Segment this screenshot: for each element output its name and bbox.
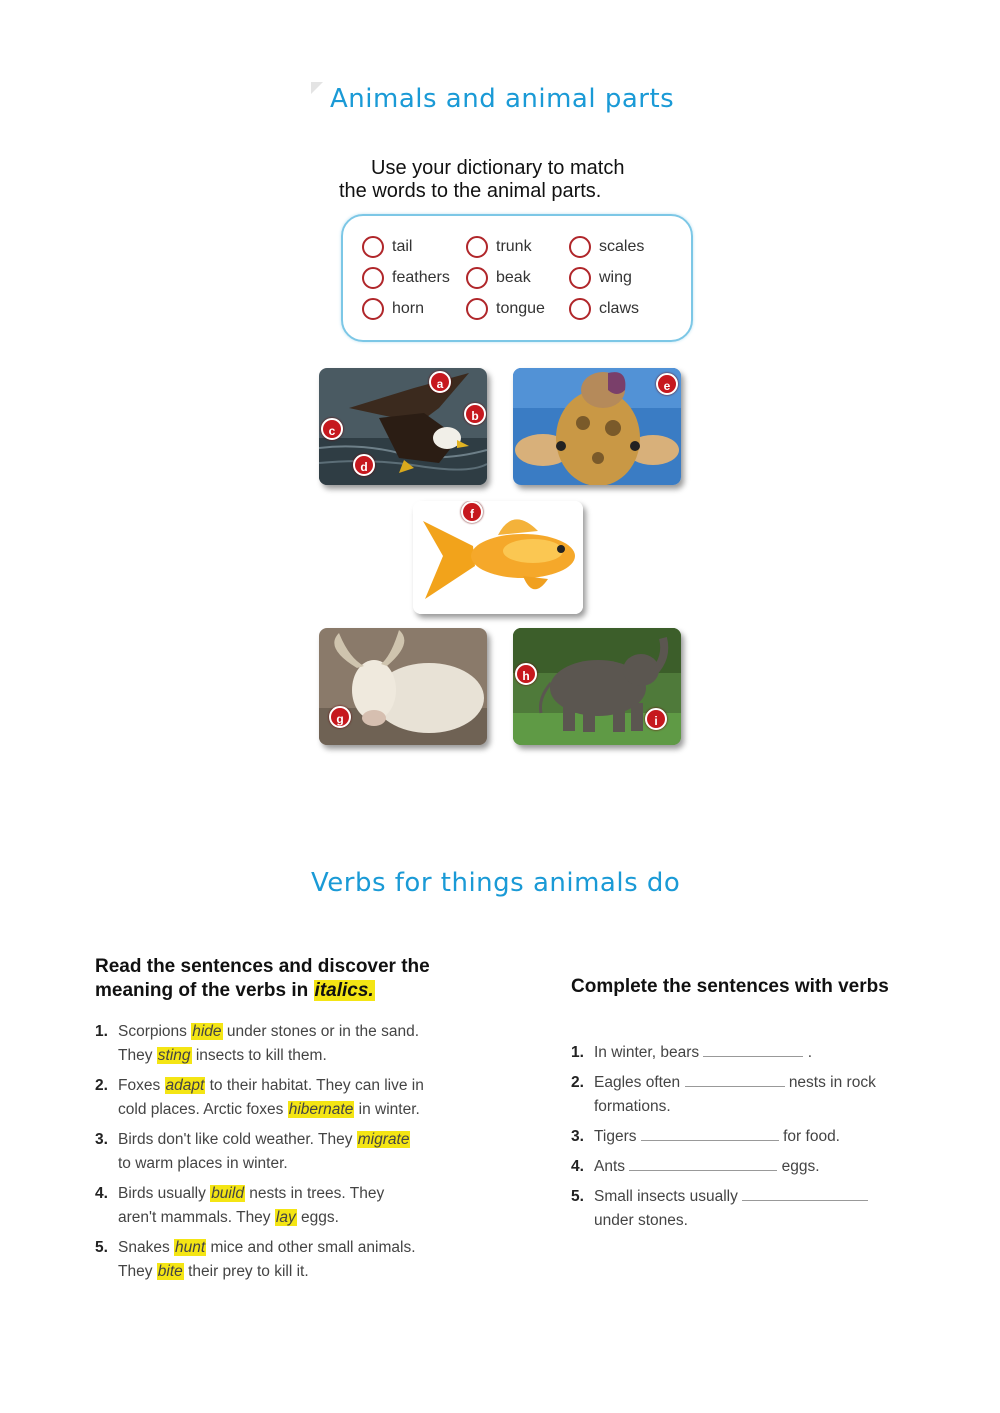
section2-title: Verbs for things animals do <box>311 868 681 898</box>
text: Birds don't like cold weather. They <box>118 1131 357 1148</box>
answer-blank[interactable] <box>641 1126 779 1141</box>
text: Small insects usually <box>594 1188 738 1205</box>
verb-highlight: adapt <box>165 1077 205 1094</box>
radio-circle[interactable] <box>362 267 384 289</box>
item-number: 4. <box>571 1158 584 1175</box>
radio-circle[interactable] <box>569 298 591 320</box>
word-label: scales <box>599 238 645 255</box>
text: Eagles often <box>594 1074 681 1091</box>
word-option-beak[interactable] <box>466 267 531 289</box>
label-pin-c: c <box>321 418 343 440</box>
giraffe-photo <box>513 368 681 485</box>
right-heading: Complete the sentences with verbs <box>571 976 889 997</box>
instruction-line-1: Use your dictionary to match <box>371 157 625 179</box>
list-item <box>95 1020 475 1068</box>
verb-highlight: hunt <box>175 1239 206 1256</box>
item-number: 3. <box>95 1131 108 1148</box>
text: Tigers <box>594 1128 637 1145</box>
word-label: wing <box>599 269 632 286</box>
radio-circle[interactable] <box>569 267 591 289</box>
word-option-tail[interactable] <box>362 236 412 258</box>
verb-highlight: build <box>211 1185 244 1202</box>
item-number: 2. <box>571 1074 584 1091</box>
word-label: claws <box>599 300 640 317</box>
radio-circle[interactable] <box>362 298 384 320</box>
item-number: 5. <box>571 1188 584 1205</box>
left-sentence-list <box>95 1020 475 1290</box>
text: cold places. Arctic foxes <box>118 1101 288 1118</box>
text: They <box>118 1263 157 1280</box>
left-heading-line-2 <box>95 979 430 1003</box>
radio-circle[interactable] <box>569 236 591 258</box>
text: nests in rock <box>788 1074 876 1091</box>
text: eggs. <box>296 1209 339 1226</box>
radio-circle[interactable] <box>466 298 488 320</box>
text: nests in trees. They <box>244 1185 385 1202</box>
fill-item <box>571 1125 901 1149</box>
label-pin-a: a <box>429 371 451 393</box>
text: They <box>118 1047 157 1064</box>
label-pin-i: i <box>645 708 667 730</box>
answer-blank[interactable] <box>703 1042 803 1057</box>
verb-highlight: sting <box>157 1047 191 1064</box>
text: to warm places in winter. <box>118 1155 288 1172</box>
item-number: 4. <box>95 1185 108 1202</box>
italics-highlight: italics. <box>314 980 374 1001</box>
text: their prey to kill it. <box>183 1263 309 1280</box>
title-corner-mark <box>311 82 323 94</box>
radio-circle[interactable] <box>466 267 488 289</box>
item-number: 2. <box>95 1077 108 1094</box>
verb-highlight: hibernate <box>288 1101 354 1118</box>
list-item <box>95 1182 475 1230</box>
fill-item <box>571 1041 901 1065</box>
answer-blank[interactable] <box>685 1072 785 1087</box>
answer-blank[interactable] <box>629 1156 777 1171</box>
text: in winter. <box>354 1101 420 1118</box>
text: aren't mammals. They <box>118 1209 275 1226</box>
text: to their habitat. They can live in <box>205 1077 424 1094</box>
label-pin-f: f <box>461 501 483 523</box>
right-sentence-list <box>571 1041 901 1239</box>
text: Snakes <box>118 1239 175 1256</box>
text: Birds usually <box>118 1185 211 1202</box>
word-option-feathers[interactable] <box>362 267 450 289</box>
verb-highlight: lay <box>275 1209 296 1226</box>
text: insects to kill them. <box>191 1047 327 1064</box>
fill-item <box>571 1071 901 1119</box>
list-item <box>95 1128 475 1176</box>
text: . <box>807 1044 813 1061</box>
elephant-photo <box>513 628 681 745</box>
section1-title: Animals and animal parts <box>330 84 675 114</box>
word-label: feathers <box>392 269 450 286</box>
label-pin-h: h <box>515 663 537 685</box>
text: under stones. <box>594 1212 688 1229</box>
label-pin-g: g <box>329 706 351 728</box>
word-option-tongue[interactable] <box>466 298 545 320</box>
ox-photo <box>319 628 487 745</box>
text: for food. <box>783 1128 840 1145</box>
word-label: tail <box>392 238 413 255</box>
label-pin-b: b <box>464 403 486 425</box>
answer-blank[interactable] <box>742 1186 868 1201</box>
word-option-claws[interactable] <box>569 298 639 320</box>
left-heading-text: meaning of the verbs in <box>95 980 309 1001</box>
word-option-horn[interactable] <box>362 298 424 320</box>
left-heading <box>95 955 430 1003</box>
fill-item <box>571 1185 901 1233</box>
text: Scorpions <box>118 1023 192 1040</box>
left-heading-line-1: Read the sentences and discover the <box>95 956 430 977</box>
list-item <box>95 1236 475 1284</box>
word-label: beak <box>496 269 531 286</box>
list-item <box>95 1074 475 1122</box>
fill-item <box>571 1155 901 1179</box>
item-number: 1. <box>95 1023 108 1040</box>
text: eggs. <box>781 1158 820 1175</box>
word-option-scales[interactable] <box>569 236 644 258</box>
item-number: 1. <box>571 1044 584 1061</box>
word-option-trunk[interactable] <box>466 236 532 258</box>
text: Ants <box>594 1158 626 1175</box>
item-number: 3. <box>571 1128 584 1145</box>
word-option-wing[interactable] <box>569 267 632 289</box>
eagle-photo <box>319 368 487 485</box>
word-label: tongue <box>496 300 545 317</box>
text: under stones or in the sand. <box>222 1023 420 1040</box>
label-pin-d: d <box>353 454 375 476</box>
word-label: horn <box>392 300 425 317</box>
word-label: trunk <box>496 238 532 255</box>
radio-circle[interactable] <box>466 236 488 258</box>
verb-highlight: migrate <box>357 1131 410 1148</box>
text: formations. <box>594 1098 671 1115</box>
text: mice and other small animals. <box>206 1239 416 1256</box>
radio-circle[interactable] <box>362 236 384 258</box>
text: In winter, bears <box>594 1044 700 1061</box>
verb-highlight: hide <box>192 1023 222 1040</box>
verb-highlight: bite <box>157 1263 183 1280</box>
item-number: 5. <box>95 1239 108 1256</box>
label-pin-e: e <box>656 373 678 395</box>
instruction-line-2: the words to the animal parts. <box>339 180 602 202</box>
text: Foxes <box>118 1077 165 1094</box>
goldfish-photo <box>413 501 583 614</box>
